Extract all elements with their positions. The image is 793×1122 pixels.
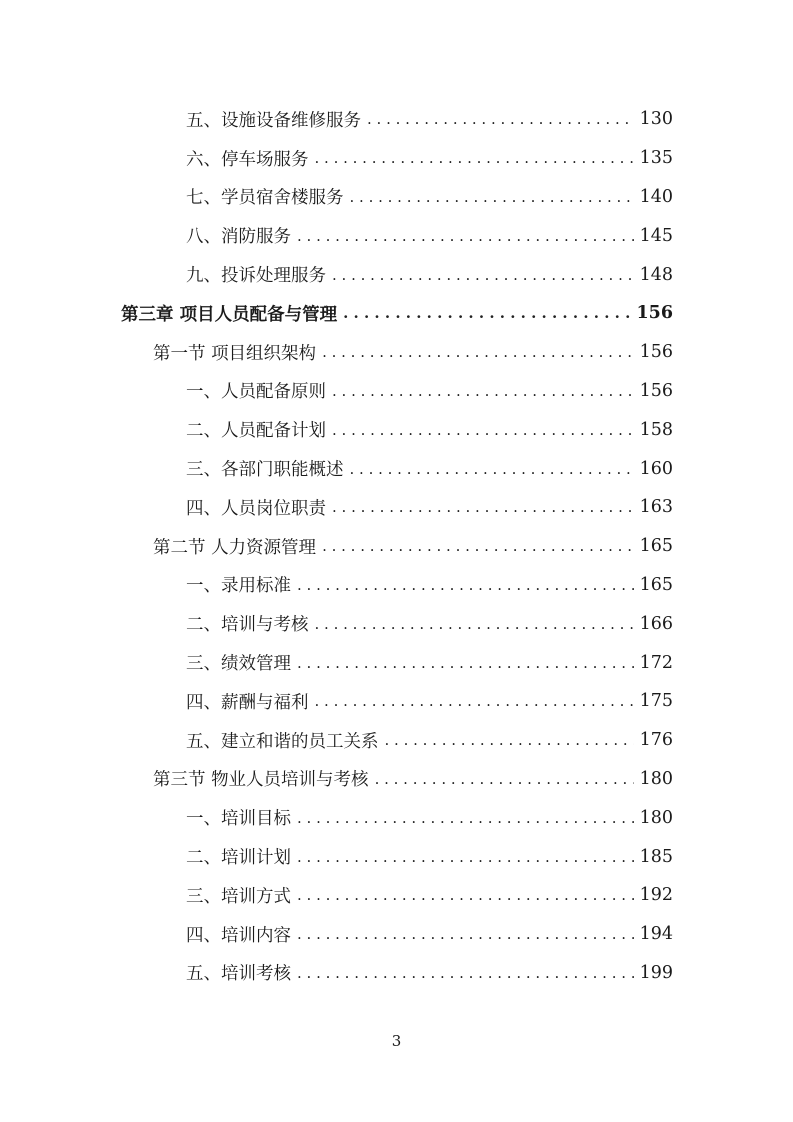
toc-entry[interactable]	[0, 643, 793, 682]
toc-dot-leader	[385, 731, 634, 749]
toc-dot-leader	[367, 110, 634, 128]
toc-dot-leader	[332, 421, 634, 439]
toc-dot-leader	[297, 925, 634, 943]
toc-dot-leader	[297, 809, 634, 827]
toc-dot-leader	[322, 537, 634, 555]
toc-dot-leader	[332, 498, 634, 516]
toc-entry[interactable]	[0, 682, 793, 721]
toc-entry-page: 156	[639, 342, 673, 363]
toc-entry-page: 160	[639, 458, 673, 479]
toc-entry-page: 165	[639, 536, 673, 557]
toc-entry-title: 四、薪酬与福利	[186, 692, 309, 713]
toc-entry[interactable]	[0, 721, 793, 760]
toc-entry-title: 二、培训计划	[186, 848, 291, 869]
toc-dot-leader	[297, 227, 634, 245]
toc-entry-page: 199	[639, 962, 673, 983]
toc-entry-page: 185	[639, 846, 673, 867]
toc-entry-page: 194	[639, 924, 673, 945]
toc-dot-leader	[322, 343, 634, 361]
toc-entry-title: 五、设施设备维修服务	[186, 110, 361, 131]
toc-entry-page: 130	[639, 109, 673, 130]
toc-entry[interactable]	[0, 604, 793, 643]
toc-entry-title: 第一节 项目组织架构	[153, 343, 317, 364]
toc-entry-page: 135	[639, 148, 673, 169]
toc-dot-leader	[297, 886, 634, 904]
toc-dot-leader	[297, 654, 634, 672]
toc-entry[interactable]	[0, 216, 793, 255]
toc-entry-page: 172	[639, 652, 673, 673]
toc-entry-title: 三、各部门职能概述	[186, 460, 344, 481]
toc-entry-title: 六、停车场服务	[186, 149, 309, 170]
toc-entry-title: 一、人员配备原则	[186, 382, 326, 403]
toc-dot-leader	[350, 188, 634, 206]
toc-entry-title: 一、录用标准	[186, 576, 291, 597]
toc-entry-title: 四、人员岗位职责	[186, 498, 326, 519]
toc-entry-page: 145	[639, 225, 673, 246]
toc-entry[interactable]	[0, 488, 793, 527]
page-number: 3	[391, 1032, 402, 1050]
toc-entry-page: 180	[639, 807, 673, 828]
toc-dot-leader	[297, 576, 634, 594]
toc-entry[interactable]	[0, 837, 793, 876]
toc-entry[interactable]	[0, 410, 793, 449]
toc-entry-page: 140	[639, 186, 673, 207]
toc-entry[interactable]	[0, 139, 793, 178]
toc-entry-page: 156	[636, 303, 673, 324]
toc-chapter-entry[interactable]	[0, 294, 793, 333]
toc-entry-title: 三、绩效管理	[186, 654, 291, 675]
toc-dot-leader	[343, 304, 630, 322]
toc-entry[interactable]	[0, 255, 793, 294]
toc-entry-title: 第二节 人力资源管理	[153, 537, 317, 558]
toc-entry-title: 五、培训考核	[186, 964, 291, 985]
toc-entry-title: 七、学员宿舍楼服务	[186, 188, 344, 209]
toc-entry-title: 第三章 项目人员配备与管理	[121, 304, 338, 325]
toc-dot-leader	[315, 692, 634, 710]
toc-entry[interactable]	[0, 876, 793, 915]
toc-entry-title: 第三节 物业人员培训与考核	[153, 770, 369, 791]
toc-section-entry[interactable]	[0, 333, 793, 372]
toc-dot-leader	[315, 149, 634, 167]
toc-entry-page: 166	[639, 613, 673, 634]
toc-entry-page: 158	[639, 419, 673, 440]
toc-entry-title: 一、培训目标	[186, 809, 291, 830]
table-of-contents	[0, 100, 793, 992]
toc-entry[interactable]	[0, 954, 793, 993]
toc-entry-page: 163	[639, 497, 673, 518]
toc-entry-title: 五、建立和谐的员工关系	[186, 731, 379, 752]
toc-entry-page: 176	[639, 730, 673, 751]
toc-entry-title: 八、消防服务	[186, 227, 291, 248]
toc-dot-leader	[375, 770, 634, 788]
toc-section-entry[interactable]	[0, 527, 793, 566]
toc-entry-page: 175	[639, 691, 673, 712]
toc-entry[interactable]	[0, 449, 793, 488]
toc-entry-title: 四、培训内容	[186, 925, 291, 946]
toc-entry[interactable]	[0, 100, 793, 139]
toc-dot-leader	[315, 615, 634, 633]
toc-dot-leader	[297, 964, 634, 982]
toc-entry-page: 165	[639, 574, 673, 595]
toc-entry-title: 二、培训与考核	[186, 615, 309, 636]
toc-section-entry[interactable]	[0, 760, 793, 799]
toc-entry-title: 九、投诉处理服务	[186, 266, 326, 287]
toc-entry-title: 三、培训方式	[186, 886, 291, 907]
toc-entry[interactable]	[0, 566, 793, 605]
toc-entry[interactable]	[0, 178, 793, 217]
toc-entry-page: 180	[639, 768, 673, 789]
toc-entry[interactable]	[0, 798, 793, 837]
toc-dot-leader	[350, 460, 634, 478]
toc-entry-page: 156	[639, 380, 673, 401]
toc-entry[interactable]	[0, 372, 793, 411]
toc-entry-page: 192	[639, 885, 673, 906]
toc-entry-page: 148	[639, 264, 673, 285]
toc-entry[interactable]	[0, 915, 793, 954]
toc-entry-title: 二、人员配备计划	[186, 421, 326, 442]
toc-dot-leader	[297, 848, 634, 866]
toc-dot-leader	[332, 382, 634, 400]
toc-dot-leader	[332, 266, 634, 284]
